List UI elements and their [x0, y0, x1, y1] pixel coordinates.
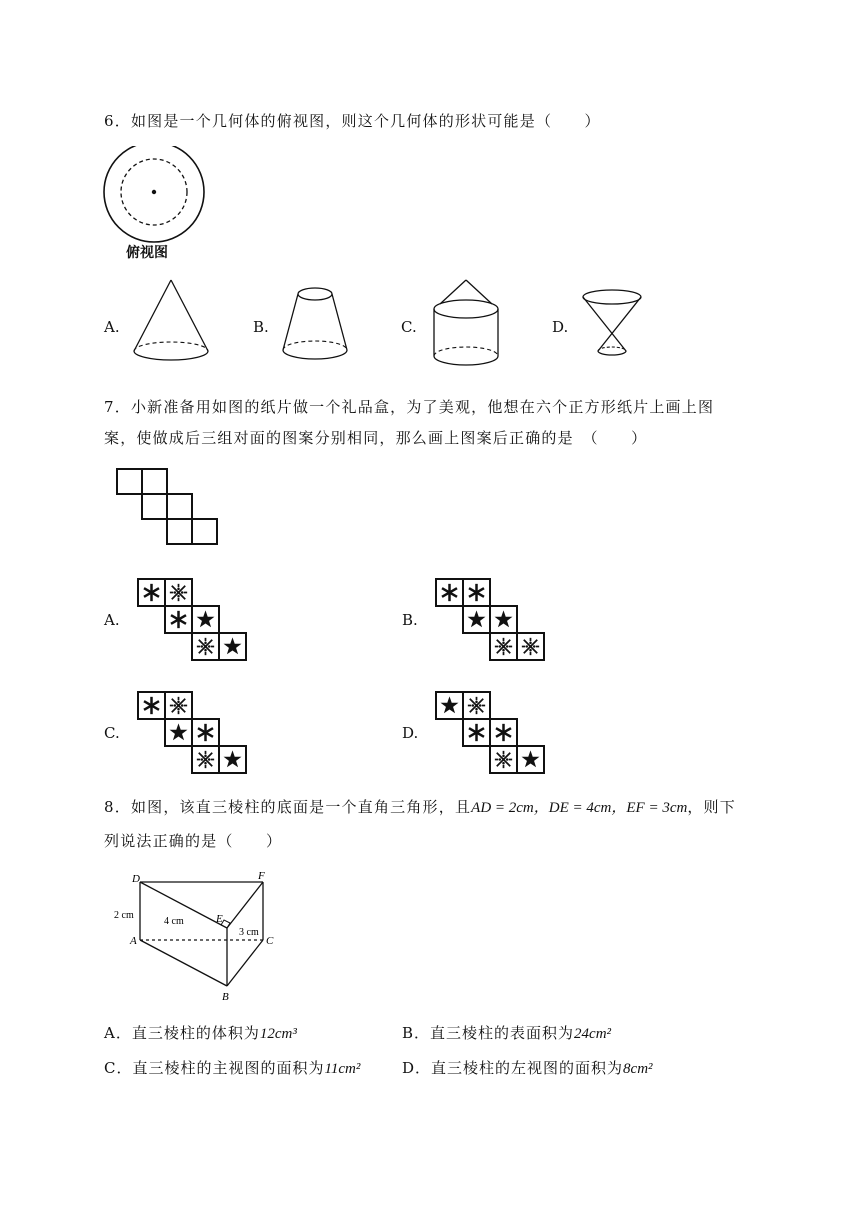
q8-line1-math: AD = 2cm，DE = 4cm，EF = 3cm [471, 800, 688, 816]
q8-line1-tail: ，则下 [687, 798, 736, 816]
question-8-line-2: 列说法正确的是（ ） [104, 832, 283, 850]
q7-option-b-net [434, 577, 547, 665]
label-de-length: 4 cm [164, 916, 184, 927]
q8-option-d-value: 8cm² [623, 1061, 653, 1077]
cube-net-figure [114, 466, 220, 548]
center-dot [152, 190, 156, 194]
q7-option-b-label: B. [402, 611, 418, 629]
q8-line1-text: 8．如图，该直三棱柱的底面是一个直角三角形，且 [104, 798, 472, 816]
cylinder-with-cone-figure [428, 276, 508, 372]
label-C: C [266, 935, 274, 947]
q8-option-d [402, 1057, 653, 1078]
label-B: B [222, 991, 229, 1003]
label-D: D [132, 873, 140, 885]
top-view-caption: 俯视图 [126, 245, 168, 261]
q8-option-a [104, 1022, 297, 1043]
question-6-text: 6．如图是一个几何体的俯视图，则这个几何体的形状可能是（ ） [104, 112, 601, 130]
q8-option-a-label: A．直三棱柱的体积为 [104, 1024, 260, 1042]
q6-option-a-label: A. [104, 318, 120, 336]
label-F: F [258, 870, 265, 882]
q7-option-a-label: A. [104, 611, 120, 629]
q7-option-d-label: D. [402, 724, 419, 742]
label-ef-length: 3 cm [239, 927, 259, 938]
question-7-line-1: 7．小新准备用如图的纸片做一个礼品盒，为了美观，他想在六个正方形纸片上画上图 [104, 398, 715, 416]
q7-option-c-label: C. [104, 724, 120, 742]
q8-option-c-value: 11cm² [324, 1061, 361, 1077]
q6-option-b-label: B. [253, 318, 269, 336]
q6-option-d-label: D. [552, 318, 569, 336]
triangular-prism-figure [108, 870, 304, 1010]
q6-option-c-label: C. [401, 318, 417, 336]
label-A: A [130, 935, 137, 947]
q8-option-d-label: D．直三棱柱的左视图的面积为 [402, 1059, 624, 1077]
label-E: E [216, 913, 223, 925]
double-cone-figure [580, 287, 646, 365]
frustum-figure [278, 282, 354, 366]
q7-option-d-net [434, 690, 547, 778]
q8-option-a-value: 12cm³ [259, 1026, 297, 1042]
q7-option-c-net [136, 690, 249, 778]
q8-option-b-label: B．直三棱柱的表面积为 [402, 1024, 575, 1042]
top-view-figure [100, 146, 210, 256]
q8-option-c [104, 1057, 360, 1078]
cone-figure [128, 276, 214, 368]
question-7-line-2: 案，使做成后三组对面的图案分别相同，那么画上图案后正确的是 （ ） [104, 429, 648, 447]
q8-option-b-value: 24cm² [574, 1026, 612, 1042]
label-ad-length: 2 cm [114, 910, 134, 921]
q8-option-c-label: C．直三棱柱的主视图的面积为 [104, 1059, 325, 1077]
q8-option-b [402, 1022, 611, 1043]
question-8-line-1 [104, 796, 736, 817]
q7-option-a-net [136, 577, 249, 665]
